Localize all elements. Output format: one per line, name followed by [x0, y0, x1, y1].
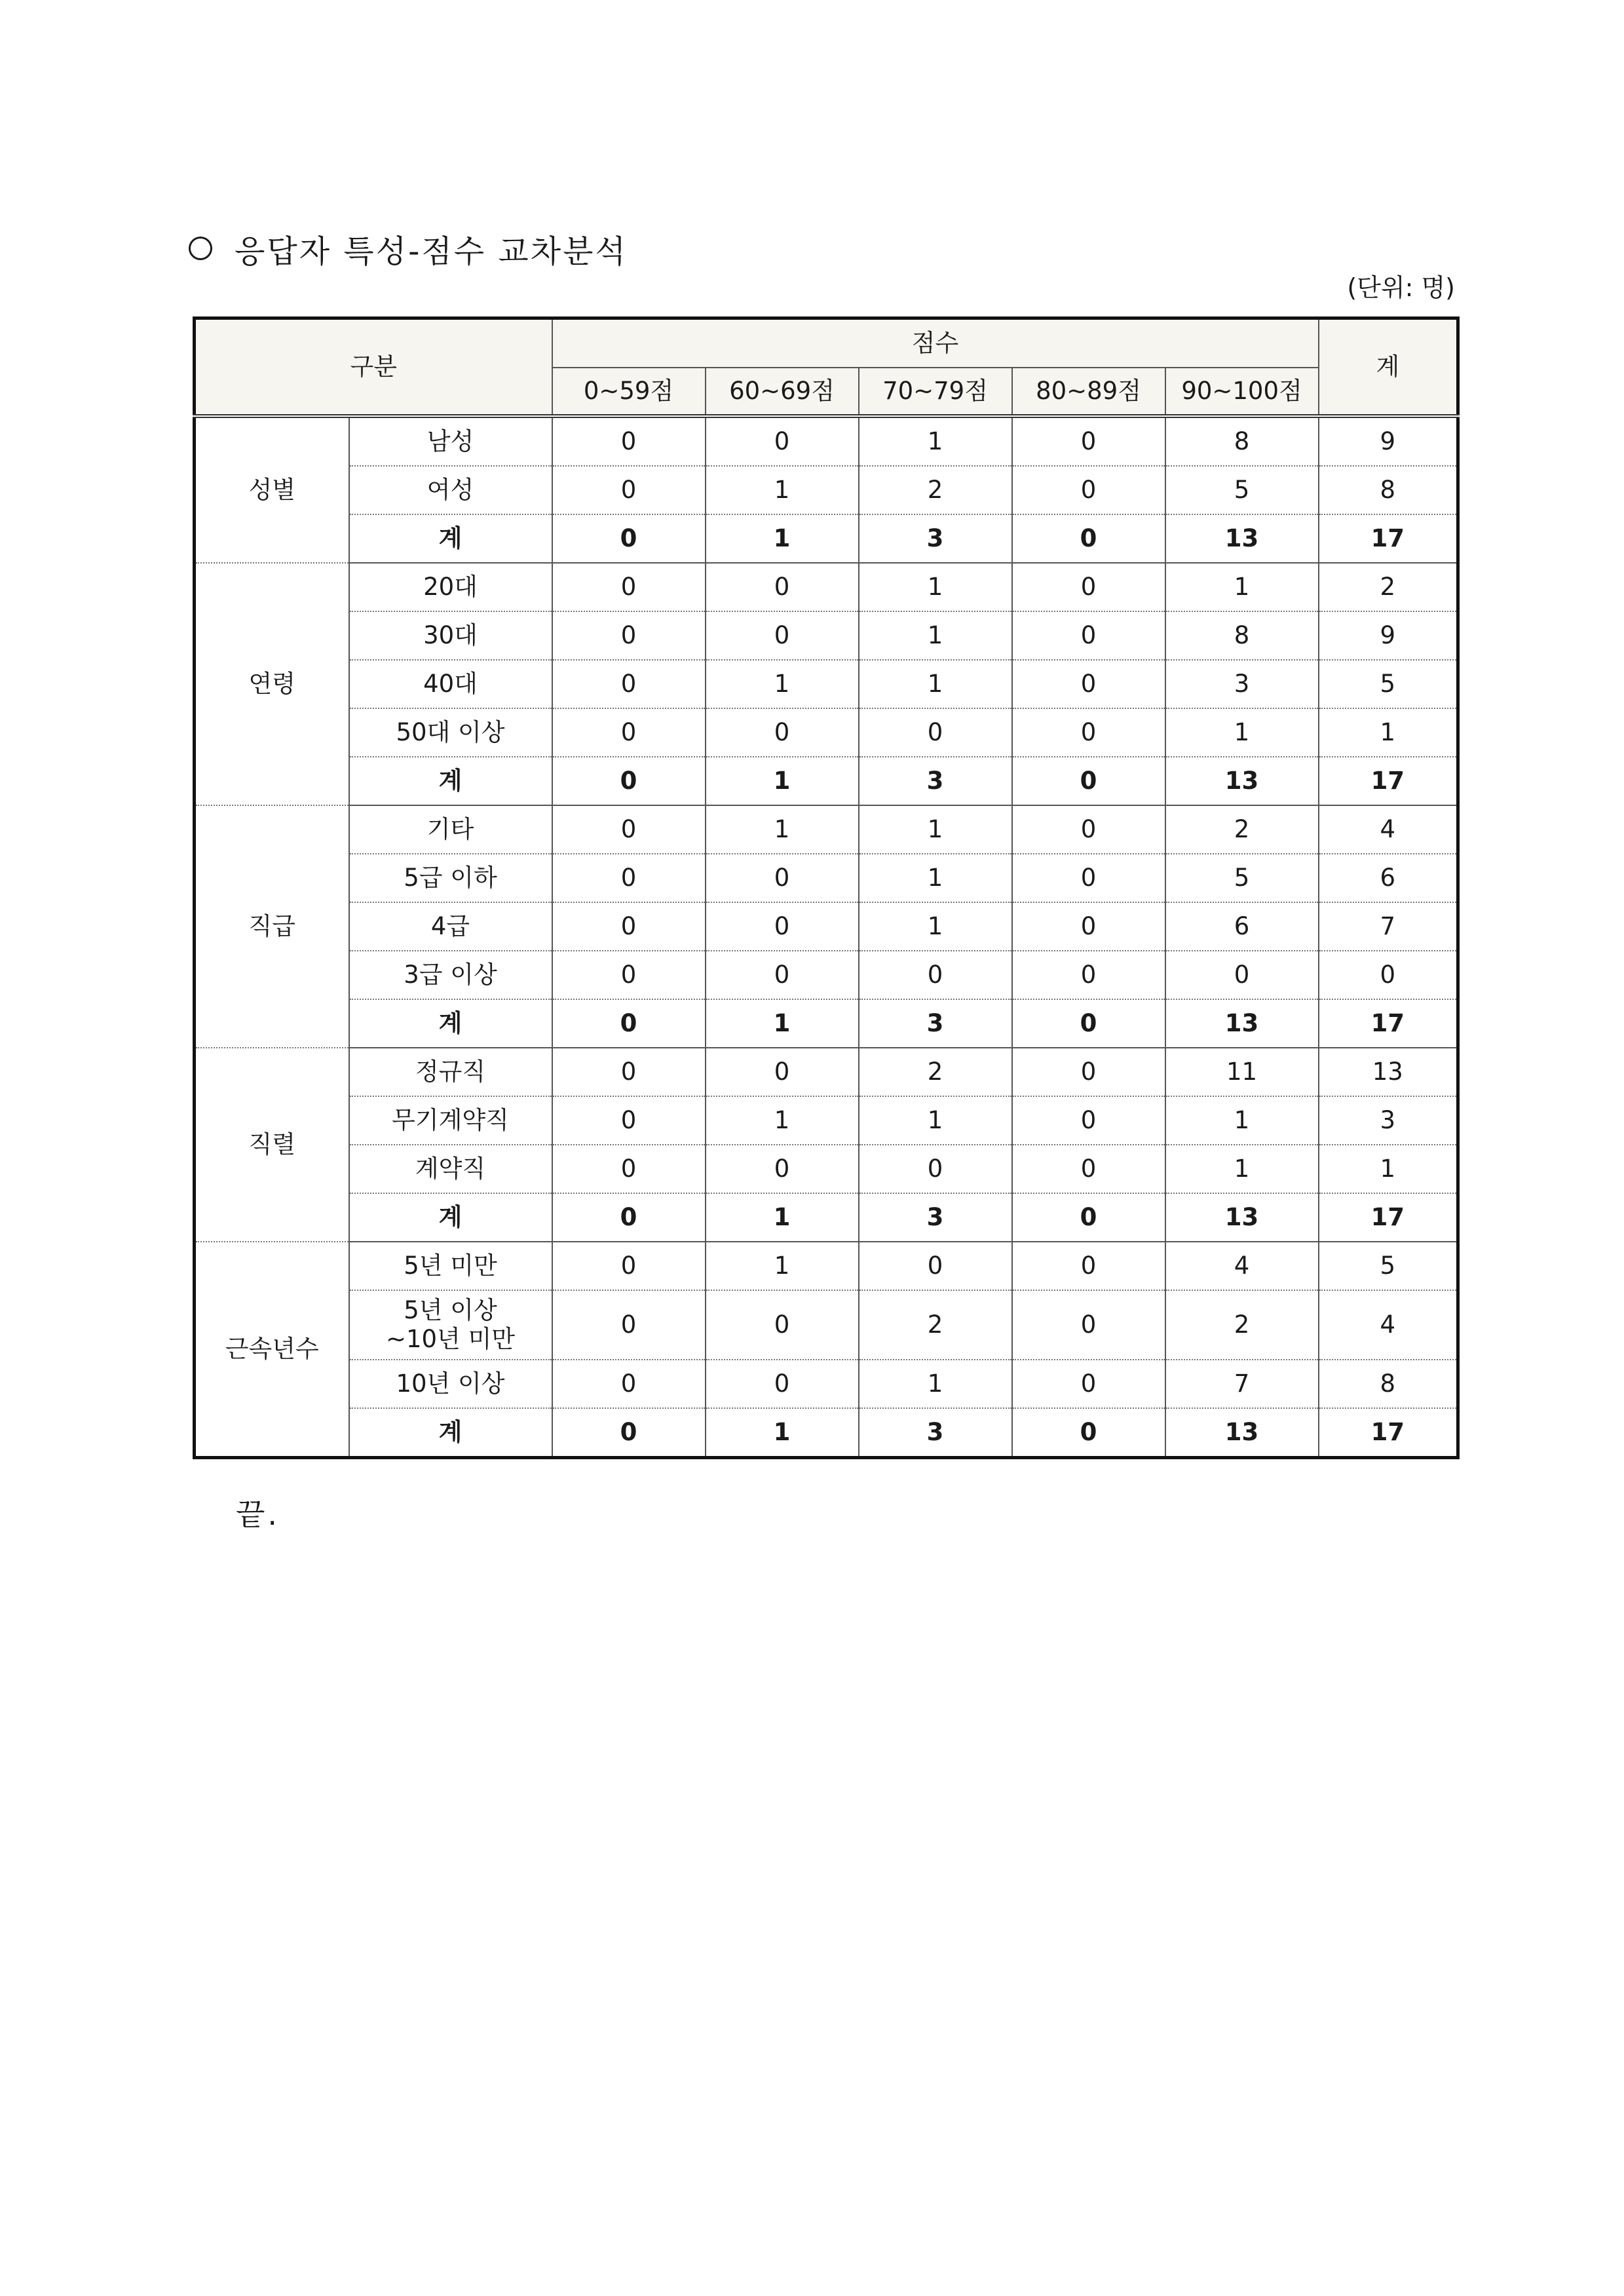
- table-total-row: [195, 514, 1458, 563]
- count-cell: 13: [1165, 999, 1319, 1048]
- table-row: [195, 660, 1458, 708]
- count-cell: 0: [859, 1242, 1012, 1290]
- count-cell: 1: [859, 660, 1012, 708]
- table-row: [195, 563, 1458, 611]
- row-label: 4급: [349, 902, 552, 951]
- table-row: [195, 854, 1458, 902]
- row-label: 계: [349, 1193, 552, 1242]
- count-cell: 0: [1012, 805, 1165, 854]
- count-cell: 7: [1165, 1360, 1319, 1408]
- section-title-text: 응답자 특성-점수 교차분석: [235, 233, 628, 270]
- count-cell: 1: [706, 805, 859, 854]
- row-total-cell: 5: [1319, 660, 1458, 708]
- count-cell: 0: [859, 951, 1012, 999]
- row-label: 3급 이상: [349, 951, 552, 999]
- group-label: 직렬: [195, 1048, 349, 1242]
- count-cell: 13: [1165, 514, 1319, 563]
- count-cell: 0: [706, 611, 859, 660]
- count-cell: 0: [859, 708, 1012, 757]
- count-cell: 0: [552, 1048, 706, 1096]
- count-cell: 0: [1012, 416, 1165, 466]
- row-label: 40대: [349, 660, 552, 708]
- count-cell: 6: [1165, 902, 1319, 951]
- count-cell: 1: [859, 854, 1012, 902]
- count-cell: 0: [552, 563, 706, 611]
- count-cell: 0: [1012, 708, 1165, 757]
- count-cell: 0: [552, 1360, 706, 1408]
- row-total-cell: 2: [1319, 563, 1458, 611]
- table-row: [195, 1290, 1458, 1360]
- row-label: 계: [349, 757, 552, 805]
- count-cell: 3: [859, 757, 1012, 805]
- row-label: 무기계약직: [349, 1096, 552, 1145]
- row-label: 10년 이상: [349, 1360, 552, 1408]
- table-row: [195, 951, 1458, 999]
- count-cell: 1: [859, 1360, 1012, 1408]
- count-cell: 0: [552, 514, 706, 563]
- row-label: 정규직: [349, 1048, 552, 1096]
- count-cell: 0: [706, 416, 859, 466]
- row-total-cell: 4: [1319, 805, 1458, 854]
- count-cell: 0: [552, 1193, 706, 1242]
- count-cell: 2: [859, 1290, 1012, 1360]
- count-cell: 0: [552, 805, 706, 854]
- row-total-cell: 5: [1319, 1242, 1458, 1290]
- count-cell: 0: [552, 611, 706, 660]
- count-cell: 0: [1012, 1048, 1165, 1096]
- count-cell: 0: [552, 660, 706, 708]
- count-cell: 0: [1012, 1145, 1165, 1193]
- row-total-cell: 9: [1319, 416, 1458, 466]
- row-total-cell: 17: [1319, 757, 1458, 805]
- count-cell: 2: [1165, 805, 1319, 854]
- count-cell: 0: [552, 466, 706, 514]
- row-label: 남성: [349, 416, 552, 466]
- group-label: 성별: [195, 416, 349, 563]
- count-cell: 1: [859, 805, 1012, 854]
- row-label: 계약직: [349, 1145, 552, 1193]
- count-cell: 0: [552, 1145, 706, 1193]
- row-total-cell: 8: [1319, 466, 1458, 514]
- count-cell: 0: [706, 1290, 859, 1360]
- count-cell: 1: [859, 1096, 1012, 1145]
- count-cell: 0: [1012, 1408, 1165, 1458]
- table-row: [195, 805, 1458, 854]
- header-range: 80~89점: [1012, 368, 1165, 416]
- count-cell: 0: [1012, 951, 1165, 999]
- group-label: 직급: [195, 805, 349, 1048]
- header-range: 70~79점: [859, 368, 1012, 416]
- count-cell: 3: [859, 1408, 1012, 1458]
- unit-label: (단위: 명): [1347, 273, 1455, 302]
- count-cell: 0: [1012, 1096, 1165, 1145]
- count-cell: 3: [859, 1193, 1012, 1242]
- count-cell: 0: [1012, 466, 1165, 514]
- row-total-cell: 4: [1319, 1290, 1458, 1360]
- count-cell: 0: [1012, 1193, 1165, 1242]
- count-cell: 0: [1012, 611, 1165, 660]
- count-cell: 0: [706, 1145, 859, 1193]
- count-cell: 0: [1012, 902, 1165, 951]
- count-cell: 0: [706, 902, 859, 951]
- count-cell: 1: [706, 514, 859, 563]
- row-total-cell: 0: [1319, 951, 1458, 999]
- count-cell: 0: [552, 1242, 706, 1290]
- row-label: 계: [349, 514, 552, 563]
- table-row: [195, 1242, 1458, 1290]
- row-label: 30대: [349, 611, 552, 660]
- count-cell: 2: [859, 1048, 1012, 1096]
- count-cell: 1: [706, 999, 859, 1048]
- row-total-cell: 17: [1319, 1193, 1458, 1242]
- table-row: [195, 611, 1458, 660]
- count-cell: 1: [1165, 1145, 1319, 1193]
- table-total-row: [195, 1408, 1458, 1458]
- table-row: [195, 708, 1458, 757]
- row-total-cell: 17: [1319, 1408, 1458, 1458]
- row-label: 계: [349, 999, 552, 1048]
- count-cell: 3: [859, 514, 1012, 563]
- count-cell: 1: [859, 611, 1012, 660]
- table-row: [195, 466, 1458, 514]
- circle-bullet-icon: [189, 237, 212, 260]
- count-cell: 0: [552, 999, 706, 1048]
- table-row: [195, 1096, 1458, 1145]
- count-cell: 0: [552, 757, 706, 805]
- row-total-cell: 7: [1319, 902, 1458, 951]
- header-total: 계: [1319, 318, 1458, 417]
- count-cell: 4: [1165, 1242, 1319, 1290]
- end-mark: 끝.: [236, 1497, 280, 1532]
- count-cell: 0: [706, 708, 859, 757]
- group-label: 연령: [195, 563, 349, 805]
- table-row: [195, 1145, 1458, 1193]
- row-label: 기타: [349, 805, 552, 854]
- count-cell: 1: [859, 416, 1012, 466]
- count-cell: 0: [706, 951, 859, 999]
- count-cell: 0: [706, 563, 859, 611]
- count-cell: 13: [1165, 757, 1319, 805]
- table-total-row: [195, 999, 1458, 1048]
- count-cell: 0: [706, 1048, 859, 1096]
- count-cell: 5: [1165, 466, 1319, 514]
- count-cell: 1: [706, 1096, 859, 1145]
- count-cell: 0: [1012, 514, 1165, 563]
- count-cell: 1: [706, 757, 859, 805]
- row-total-cell: 17: [1319, 514, 1458, 563]
- count-cell: 2: [859, 466, 1012, 514]
- count-cell: 0: [1012, 660, 1165, 708]
- count-cell: 8: [1165, 416, 1319, 466]
- header-score: 점수: [552, 318, 1319, 368]
- count-cell: 3: [859, 999, 1012, 1048]
- count-cell: 5: [1165, 854, 1319, 902]
- row-label: 5급 이하: [349, 854, 552, 902]
- count-cell: 13: [1165, 1193, 1319, 1242]
- table-total-row: [195, 1193, 1458, 1242]
- table-row: [195, 1360, 1458, 1408]
- count-cell: 0: [1012, 563, 1165, 611]
- count-cell: 0: [552, 416, 706, 466]
- count-cell: 1: [859, 563, 1012, 611]
- count-cell: 1: [1165, 708, 1319, 757]
- count-cell: 0: [552, 854, 706, 902]
- count-cell: 1: [859, 902, 1012, 951]
- count-cell: 1: [1165, 563, 1319, 611]
- header-range: 90~100점: [1165, 368, 1319, 416]
- count-cell: 0: [1012, 999, 1165, 1048]
- count-cell: 3: [1165, 660, 1319, 708]
- count-cell: 0: [1012, 1242, 1165, 1290]
- cross-analysis-table: [193, 316, 1460, 1459]
- count-cell: 0: [1165, 951, 1319, 999]
- count-cell: 0: [1012, 854, 1165, 902]
- header-category: 구분: [195, 318, 552, 417]
- count-cell: 0: [706, 854, 859, 902]
- row-total-cell: 1: [1319, 708, 1458, 757]
- count-cell: 1: [706, 660, 859, 708]
- header-range: 0~59점: [552, 368, 706, 416]
- count-cell: 0: [552, 951, 706, 999]
- count-cell: 0: [859, 1145, 1012, 1193]
- row-total-cell: 13: [1319, 1048, 1458, 1096]
- header-range: 60~69점: [706, 368, 859, 416]
- count-cell: 0: [1012, 1360, 1165, 1408]
- count-cell: 1: [1165, 1096, 1319, 1145]
- row-label: 5년 미만: [349, 1242, 552, 1290]
- count-cell: 0: [552, 1290, 706, 1360]
- count-cell: 1: [706, 466, 859, 514]
- count-cell: 0: [552, 708, 706, 757]
- row-label: 계: [349, 1408, 552, 1458]
- count-cell: 0: [552, 1408, 706, 1458]
- section-title: [189, 225, 628, 271]
- table-row: [195, 416, 1458, 466]
- row-total-cell: 3: [1319, 1096, 1458, 1145]
- count-cell: 0: [552, 902, 706, 951]
- count-cell: 13: [1165, 1408, 1319, 1458]
- row-total-cell: 8: [1319, 1360, 1458, 1408]
- count-cell: 1: [706, 1193, 859, 1242]
- table-total-row: [195, 757, 1458, 805]
- count-cell: 8: [1165, 611, 1319, 660]
- row-total-cell: 17: [1319, 999, 1458, 1048]
- table-body: [195, 416, 1458, 1458]
- row-label: 5년 이상 ~10년 미만: [349, 1290, 552, 1360]
- count-cell: 1: [706, 1408, 859, 1458]
- row-label: 50대 이상: [349, 708, 552, 757]
- row-total-cell: 6: [1319, 854, 1458, 902]
- count-cell: 2: [1165, 1290, 1319, 1360]
- count-cell: 1: [706, 1242, 859, 1290]
- table-row: [195, 902, 1458, 951]
- count-cell: 0: [1012, 1290, 1165, 1360]
- count-cell: 11: [1165, 1048, 1319, 1096]
- row-total-cell: 1: [1319, 1145, 1458, 1193]
- table-row: [195, 1048, 1458, 1096]
- count-cell: 0: [1012, 757, 1165, 805]
- group-label: 근속년수: [195, 1242, 349, 1458]
- count-cell: 0: [552, 1096, 706, 1145]
- count-cell: 0: [706, 1360, 859, 1408]
- row-total-cell: 9: [1319, 611, 1458, 660]
- row-label: 여성: [349, 466, 552, 514]
- row-label: 20대: [349, 563, 552, 611]
